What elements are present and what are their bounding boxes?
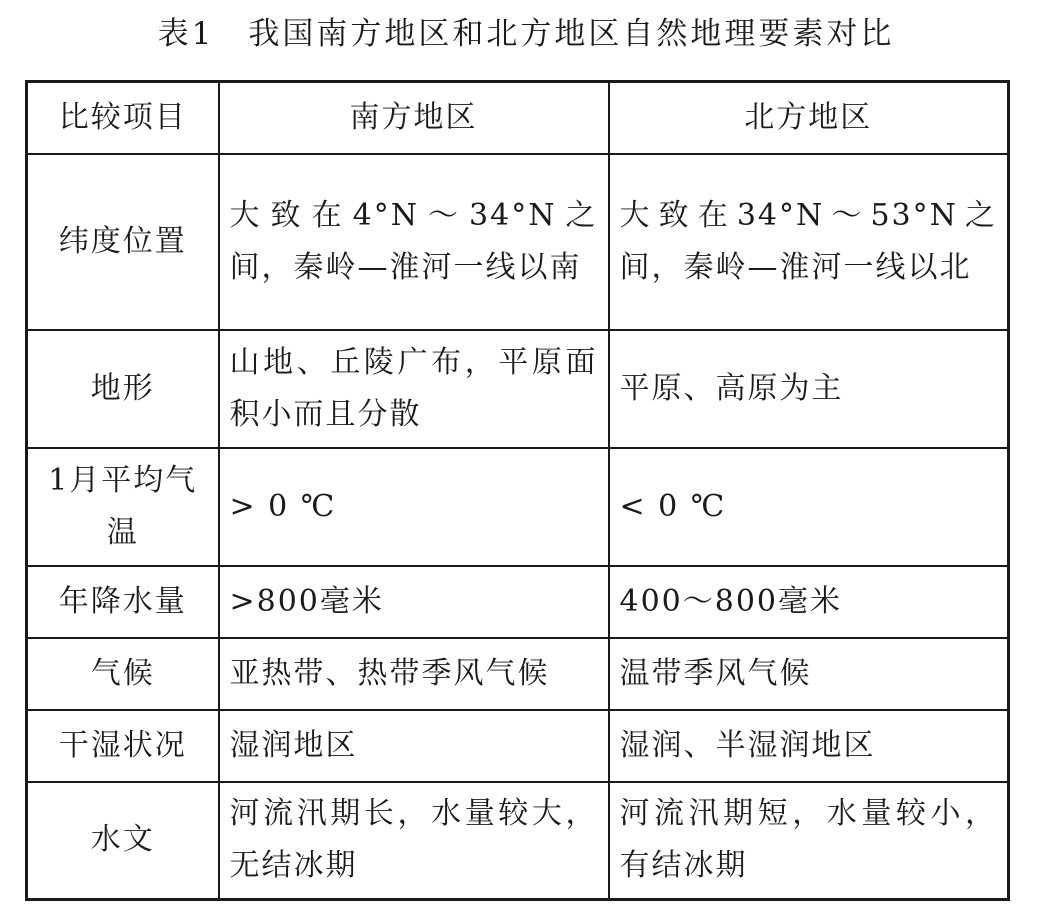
north-cell: 400～800毫米 bbox=[609, 566, 1009, 638]
north-cell: 平原、高原为主 bbox=[609, 330, 1009, 448]
north-cell: 河流汛期短，水量较小，有结冰期 bbox=[609, 782, 1009, 900]
row-label: 干湿状况 bbox=[27, 710, 219, 782]
south-cell: 大致在4°N～34°N之间，秦岭—淮河一线以南 bbox=[219, 154, 609, 330]
header-south: 南方地区 bbox=[219, 82, 609, 154]
south-cell: 河流汛期长，水量较大，无结冰期 bbox=[219, 782, 609, 900]
table-row bbox=[27, 638, 1009, 710]
table-row bbox=[27, 330, 1009, 448]
row-label: 地形 bbox=[27, 330, 219, 448]
row-label: 1月平均气温 bbox=[27, 448, 219, 566]
north-cell: 大致在34°N～53°N之间，秦岭—淮河一线以北 bbox=[609, 154, 1009, 330]
row-label: 水文 bbox=[27, 782, 219, 900]
table-caption bbox=[0, 14, 1052, 54]
comparison-table bbox=[25, 80, 1010, 901]
north-cell: < 0 ℃ bbox=[609, 448, 1009, 566]
south-cell: 湿润地区 bbox=[219, 710, 609, 782]
header-item: 比较项目 bbox=[27, 82, 219, 154]
row-label: 气候 bbox=[27, 638, 219, 710]
south-cell: 山地、丘陵广布，平原面积小而且分散 bbox=[219, 330, 609, 448]
row-label: 纬度位置 bbox=[27, 154, 219, 330]
table-title: 我国南方地区和北方地区自然地理要素对比 bbox=[248, 16, 895, 52]
north-cell: 湿润、半湿润地区 bbox=[609, 710, 1009, 782]
table-row bbox=[27, 566, 1009, 638]
table-number: 表1 bbox=[157, 16, 215, 52]
table-row bbox=[27, 782, 1009, 900]
north-cell: 温带季风气候 bbox=[609, 638, 1009, 710]
table-row bbox=[27, 710, 1009, 782]
south-cell: >800毫米 bbox=[219, 566, 609, 638]
table-row bbox=[27, 448, 1009, 566]
south-cell: 亚热带、热带季风气候 bbox=[219, 638, 609, 710]
south-cell: > 0 ℃ bbox=[219, 448, 609, 566]
row-label: 年降水量 bbox=[27, 566, 219, 638]
table-header-row bbox=[27, 82, 1009, 154]
header-north: 北方地区 bbox=[609, 82, 1009, 154]
table-row bbox=[27, 154, 1009, 330]
